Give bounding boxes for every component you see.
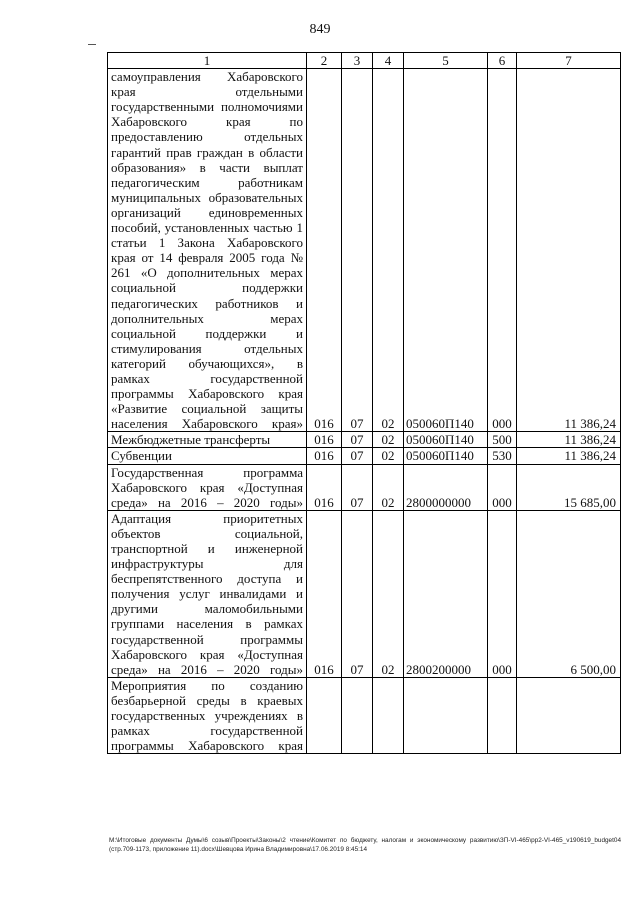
cell-amount: 6 500,00 [517, 510, 621, 677]
column-header: 5 [404, 53, 488, 69]
column-header: 3 [342, 53, 373, 69]
row-name: Межбюджетные трансферты [108, 432, 307, 448]
cell-code-section: 07 [342, 464, 373, 510]
row-name: Государственная программа Хабаровского края «Доступная среда» на 2016 – 2020 годы» [108, 464, 307, 510]
table-header-row [108, 53, 621, 69]
cell-expense-type: 000 [488, 464, 517, 510]
cell-expense-type: 500 [488, 432, 517, 448]
column-header: 4 [373, 53, 404, 69]
cell-target-code [404, 677, 488, 753]
cell-code-subsection: 02 [373, 448, 404, 464]
cell-target-code: 050060П140 [404, 432, 488, 448]
table-row [108, 510, 621, 677]
cell-code-ministry: 016 [307, 69, 342, 432]
cell-code-subsection: 02 [373, 69, 404, 432]
page-number: 849 [309, 22, 331, 37]
document-path-footer: M:\Итоговые документы Думы\6 созыв\Проекты\Законы\2 чтение\Комитет по бюджету, налогам и экономическому развитию\ЗП-VI-465\рр2-VI-465_v190619_budget04 (стр.709-1173, приложение 11).docx\Шевцова Ирина Владимировна\17.06.2019 8:45:14 [109, 837, 621, 853]
cell-code-ministry: 016 [307, 432, 342, 448]
cell-code-ministry: 016 [307, 448, 342, 464]
cell-target-code: 050060П140 [404, 448, 488, 464]
column-header: 2 [307, 53, 342, 69]
cell-expense-type: 000 [488, 510, 517, 677]
cell-target-code: 2800000000 [404, 464, 488, 510]
cell-amount [517, 677, 621, 753]
cell-code-subsection [373, 677, 404, 753]
cell-code-subsection: 02 [373, 464, 404, 510]
table-row [108, 677, 621, 753]
column-header: 1 [108, 53, 307, 69]
cell-expense-type: 530 [488, 448, 517, 464]
table-row [108, 464, 621, 510]
row-name: Мероприятия по созданию безбарьерной среды в краевых государственных учреждениях в рамках государственной программы Хабаровского края [108, 677, 307, 753]
cell-code-ministry [307, 677, 342, 753]
cell-code-subsection: 02 [373, 432, 404, 448]
cell-expense-type: 000 [488, 69, 517, 432]
cell-code-section: 07 [342, 448, 373, 464]
cell-code-ministry: 016 [307, 464, 342, 510]
table-row [108, 69, 621, 432]
cell-code-section [342, 677, 373, 753]
table-row [108, 432, 621, 448]
cell-target-code: 050060П140 [404, 69, 488, 432]
row-name: самоуправления Хабаровского края отдельными государственными полномочиями Хабаровского края по предоставлению отдельных гарантий прав граждан в области образования» в части выплат педагогическим работникам муниципальных образовательных организаций единовременных пособий, установленных частью 1 статьи 1 Закона Хабаровского края от 14 февраля 2005 года № 261 «О дополнительных мерах социальной поддержки педагогических работников и дополнительных мерах социальной поддержки и стимулирования отдельных категорий обучающихся», в рамках государственной программы Хабаровского края «Развитие социальной защиты населения Хабаровского края» [108, 69, 307, 432]
margin-tick [88, 44, 96, 45]
column-header: 6 [488, 53, 517, 69]
cell-amount: 15 685,00 [517, 464, 621, 510]
cell-code-section: 07 [342, 432, 373, 448]
row-name: Адаптация приоритетных объектов социальной, транспортной и инженерной инфраструктуры для беспрепятственного доступа и получения услуг инвалидами и другими маломобильными группами населения в рамках государственной программы Хабаровского края «Доступная среда» на 2016 – 2020 годы» [108, 510, 307, 677]
cell-amount: 11 386,24 [517, 432, 621, 448]
cell-code-section: 07 [342, 69, 373, 432]
table-row [108, 448, 621, 464]
cell-code-ministry: 016 [307, 510, 342, 677]
row-name: Субвенции [108, 448, 307, 464]
cell-amount: 11 386,24 [517, 69, 621, 432]
cell-target-code: 2800200000 [404, 510, 488, 677]
cell-code-subsection: 02 [373, 510, 404, 677]
column-header: 7 [517, 53, 621, 69]
cell-code-section: 07 [342, 510, 373, 677]
budget-table [107, 52, 621, 754]
cell-expense-type [488, 677, 517, 753]
cell-amount: 11 386,24 [517, 448, 621, 464]
